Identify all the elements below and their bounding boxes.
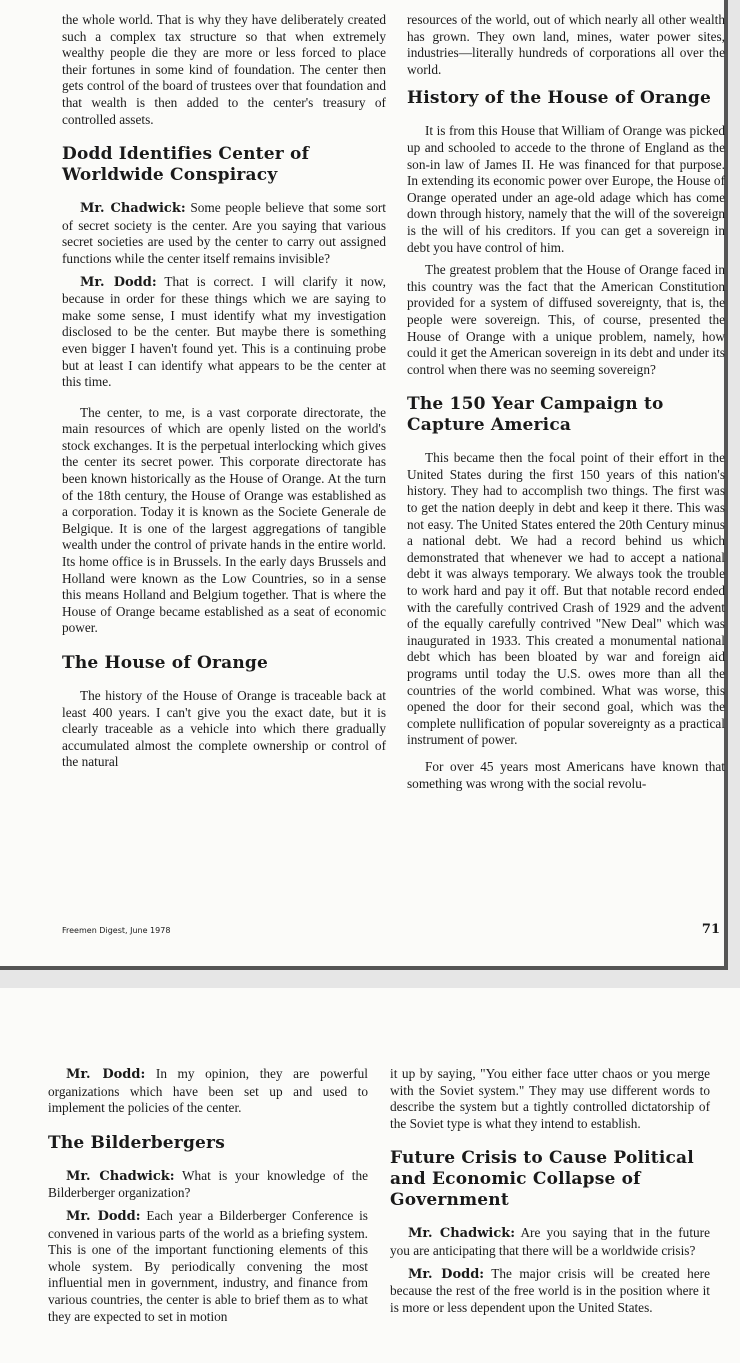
paragraph: The greatest problem that the House of Orange faced in this country was the fact that the American Constitution provided for a system of diffused sovereignty, that is, the people were sovereign. This, of course, presented the House of Orange with a unique problem, namely, how could it get the American sovereign in its debt and under its control when there was no seeming sovereign? [407, 262, 725, 377]
speaker-label: Mr. Dodd: [408, 1266, 485, 1282]
paragraph [390, 1225, 710, 1259]
publication-name: Freemen Digest, June 1978 [62, 926, 171, 935]
right-column [390, 1066, 710, 1316]
paragraph: resources of the world, out of which nearly all other wealth has grown. They own land, mines, water power sites, industries—literally hundreds of corporations all over the world. [407, 12, 725, 77]
paragraph: The center, to me, is a vast corporate directorate, the main resources of which are openly listed on the world's stock exchanges. It is the perpetual interlocking which gives the center its secret power. This corporate directorate has been known historically as the House of Orange. At the turn of the 18th century, the House of Orange was established as a corporation. Today it is known as the Societe Generale de Belgique. It is one of the largest aggregations of tangible wealth under the control of private hands in the entire world. Its home office is in Brussels. In the early days Brussels and Holland were known as the Low Countries, so in a sense this means Holland and Belgium together. That is where the House of Orange became established as a seat of economic power. [62, 404, 386, 636]
paragraph: the whole world. That is why they have deliberately created such a complex tax structure so that when extremely wealthy people die they are more or less forced to place their fortunes in some kind of foundation. The center then gets control of the board of trustees over that foundation and that wealth is then added to the center's treasury of controlled assets. [62, 12, 386, 127]
paragraph [62, 200, 386, 267]
left-column [62, 12, 386, 771]
speaker-label: Mr. Dodd: [80, 274, 157, 290]
paragraph: it up by saying, "You either face utter chaos or you merge with the Soviet system." They may use different words to describe the system but a tightly controlled dictatorship of the Soviet type is what they intend to establish. [390, 1066, 710, 1131]
speaker-label: Mr. Dodd: [66, 1208, 141, 1224]
paragraph: The history of the House of Orange is traceable back at least 400 years. I can't give you the exact date, but it is clearly traceable as a vehicle into which there gradually accumulated almost the complete ownership or control of the natural [62, 688, 386, 770]
speaker-label: Mr. Chadwick: [80, 201, 186, 217]
paragraph [48, 1066, 368, 1117]
section-heading: Dodd Identifies Center of Worldwide Conspiracy [62, 144, 310, 186]
paragraph [48, 1168, 368, 1202]
section-heading: The 150 Year Campaign to Capture America [407, 394, 664, 436]
paragraph-text: Some people believe that some sort of secret society is the center. Are you saying that various secret societies are used by the center to carry out assigned functions while the center itself remains invisible? [62, 200, 386, 266]
speaker-label: Mr. Chadwick: [66, 1168, 175, 1184]
paragraph-text: The major crisis will be created here because the rest of the free world is in the position where it is more or less dependent upon the United States. [390, 1265, 710, 1315]
speaker-label: Mr. Dodd: [66, 1067, 146, 1082]
paragraph [62, 274, 386, 391]
next-page [0, 988, 740, 1363]
paragraph: For over 45 years most Americans have known that something was wrong with the social revolu- [407, 758, 725, 791]
paragraph [48, 1208, 368, 1325]
left-column [48, 1066, 368, 1325]
paragraph-text: Are you saying that in the future you are anticipating that there will be a worldwide crisis? [390, 1225, 711, 1258]
paragraph: It is from this House that William of Orange was picked up and schooled to accede to the throne of England as the son-in law of James II. He was financed for that purpose. In extending its economic power over Europe, the House of Orange operated under an age-old adage which has come down through history, namely that the will of the sovereign is the will of his creditors. If you can get a sovereign in debt you have control of him. [407, 123, 725, 255]
paragraph-text: What is your knowledge of the Bilderberger organization? [48, 1167, 368, 1201]
paragraph: This became then the focal point of their effort in the United States during the first 150 years of this nation's history. They had to accomplish two things. The first was to get the nation deeply in debt and keep it there. This was not easy. The United States entered the 20th Century minus a national debt. We had a record behind us which demonstrated that whenever we had to accept a national debt it was always temporary. We always took the trouble to work hard and pay it off. But that notable record ended with the carefully contrived Crash of 1929 and the advent of the equally carefully contrived "New Deal" which was inaugurated in 1933. This created a monumental national debt which has been bloated by war and foreign aid programs until today the U.S. owes more than all the countries of the world combined. What was worse, this opened the door for their second goal, which was the complete nullification of popular sovereignty as a practical instrument of power. [407, 450, 725, 748]
section-heading: The House of Orange [62, 653, 269, 673]
section-heading: History of the House of Orange [407, 88, 712, 109]
paragraph-text: In my opinion, they are powerful organizations which have been set up and used to implement the policies of the center. [48, 1066, 368, 1116]
section-heading: The Bilderbergers [48, 1132, 225, 1153]
page-footer [62, 922, 720, 938]
paragraph-text: That is correct. I will clarify it now, because in order for these things which we are saying to make some sense, I must identify what my investigation disclosed to be the center. But maybe there is something even bigger I haven't found yet. This is a continuing probe but at least I can identify what appears to be the center at this time. [62, 273, 386, 390]
page-number: 71 [701, 922, 720, 937]
paragraph-text: Each year a Bilderberger Conference is convened in various parts of the world as a briefing system. This is one of the important functioning elements of this whole system. By periodically convening the most influential men in government, industry, and finance from various countries, the center is able to brief them as to what they are expected to set in motion [48, 1207, 368, 1324]
right-column [407, 12, 725, 792]
paragraph [390, 1266, 710, 1317]
section-heading: Future Crisis to Cause Political and Economic Collapse of Government [390, 1148, 694, 1211]
speaker-label: Mr. Chadwick: [408, 1226, 516, 1242]
